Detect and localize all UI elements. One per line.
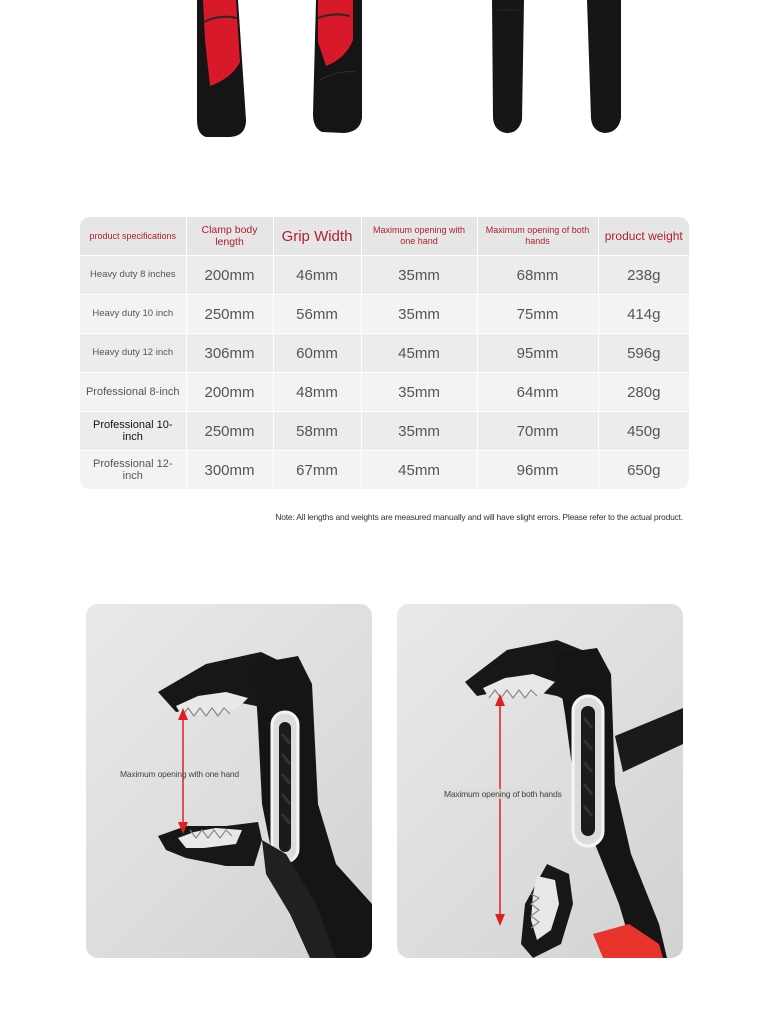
cell-one-hand: 45mm [361, 334, 477, 373]
cell-weight: 414g [598, 295, 689, 334]
table-row [80, 373, 689, 412]
cell-length: 300mm [186, 451, 273, 490]
cell-length: 200mm [186, 373, 273, 412]
red-handle-right-icon [313, 0, 362, 133]
both-hands-callout: Maximum opening of both hands [444, 789, 562, 799]
one-hand-opening-panel [86, 604, 372, 958]
cell-one-hand: 35mm [361, 373, 477, 412]
cell-width: 56mm [273, 295, 361, 334]
one-hand-callout: Maximum opening with one hand [120, 769, 239, 779]
header-max-opening-both-hands: Maximum opening of both hands [477, 217, 598, 256]
row-label: Heavy duty 8 inches [80, 256, 186, 295]
cell-width: 60mm [273, 334, 361, 373]
cell-weight: 596g [598, 334, 689, 373]
header-grip-width: Grip Width [273, 217, 361, 256]
cell-one-hand: 35mm [361, 256, 477, 295]
cell-width: 67mm [273, 451, 361, 490]
red-handle-left-icon [197, 0, 246, 137]
cell-weight: 238g [598, 256, 689, 295]
cell-width: 58mm [273, 412, 361, 451]
table-row [80, 451, 689, 490]
cell-both-hands: 96mm [477, 451, 598, 490]
table-row [80, 334, 689, 373]
table-row [80, 412, 689, 451]
table-header-row [80, 217, 689, 256]
cell-both-hands: 70mm [477, 412, 598, 451]
cell-length: 306mm [186, 334, 273, 373]
cell-weight: 650g [598, 451, 689, 490]
cell-one-hand: 35mm [361, 295, 477, 334]
row-label: Heavy duty 12 inch [80, 334, 186, 373]
both-hands-opening-panel [397, 604, 683, 958]
cell-length: 250mm [186, 412, 273, 451]
row-label: Heavy duty 10 inch [80, 295, 186, 334]
table-row [80, 295, 689, 334]
cell-both-hands: 68mm [477, 256, 598, 295]
cell-width: 48mm [273, 373, 361, 412]
cell-one-hand: 45mm [361, 451, 477, 490]
cell-weight: 450g [598, 412, 689, 451]
black-handle-left-icon [492, 0, 524, 133]
black-handle-right-icon [587, 0, 621, 133]
row-label: Professional 8-inch [80, 373, 186, 412]
cell-length: 250mm [186, 295, 273, 334]
spec-table [80, 217, 689, 489]
header-product-specifications: product specifications [80, 217, 186, 256]
cell-one-hand: 35mm [361, 412, 477, 451]
table-row [80, 256, 689, 295]
pliers-one-hand-icon [86, 604, 372, 958]
header-max-opening-one-hand: Maximum opening with one hand [361, 217, 477, 256]
cell-width: 46mm [273, 256, 361, 295]
header-clamp-body-length: Clamp body length [186, 217, 273, 256]
cell-both-hands: 75mm [477, 295, 598, 334]
row-label: Professional 10-inch [80, 412, 186, 451]
tool-handles-image [0, 0, 768, 150]
cell-both-hands: 64mm [477, 373, 598, 412]
cell-length: 200mm [186, 256, 273, 295]
row-label: Professional 12-inch [80, 451, 186, 490]
pliers-both-hands-icon [397, 604, 683, 958]
cell-both-hands: 95mm [477, 334, 598, 373]
cell-weight: 280g [598, 373, 689, 412]
measurement-note: Note: All lengths and weights are measured manually and will have slight errors. Please refer to the actual product. [275, 512, 683, 522]
header-product-weight: product weight [598, 217, 689, 256]
